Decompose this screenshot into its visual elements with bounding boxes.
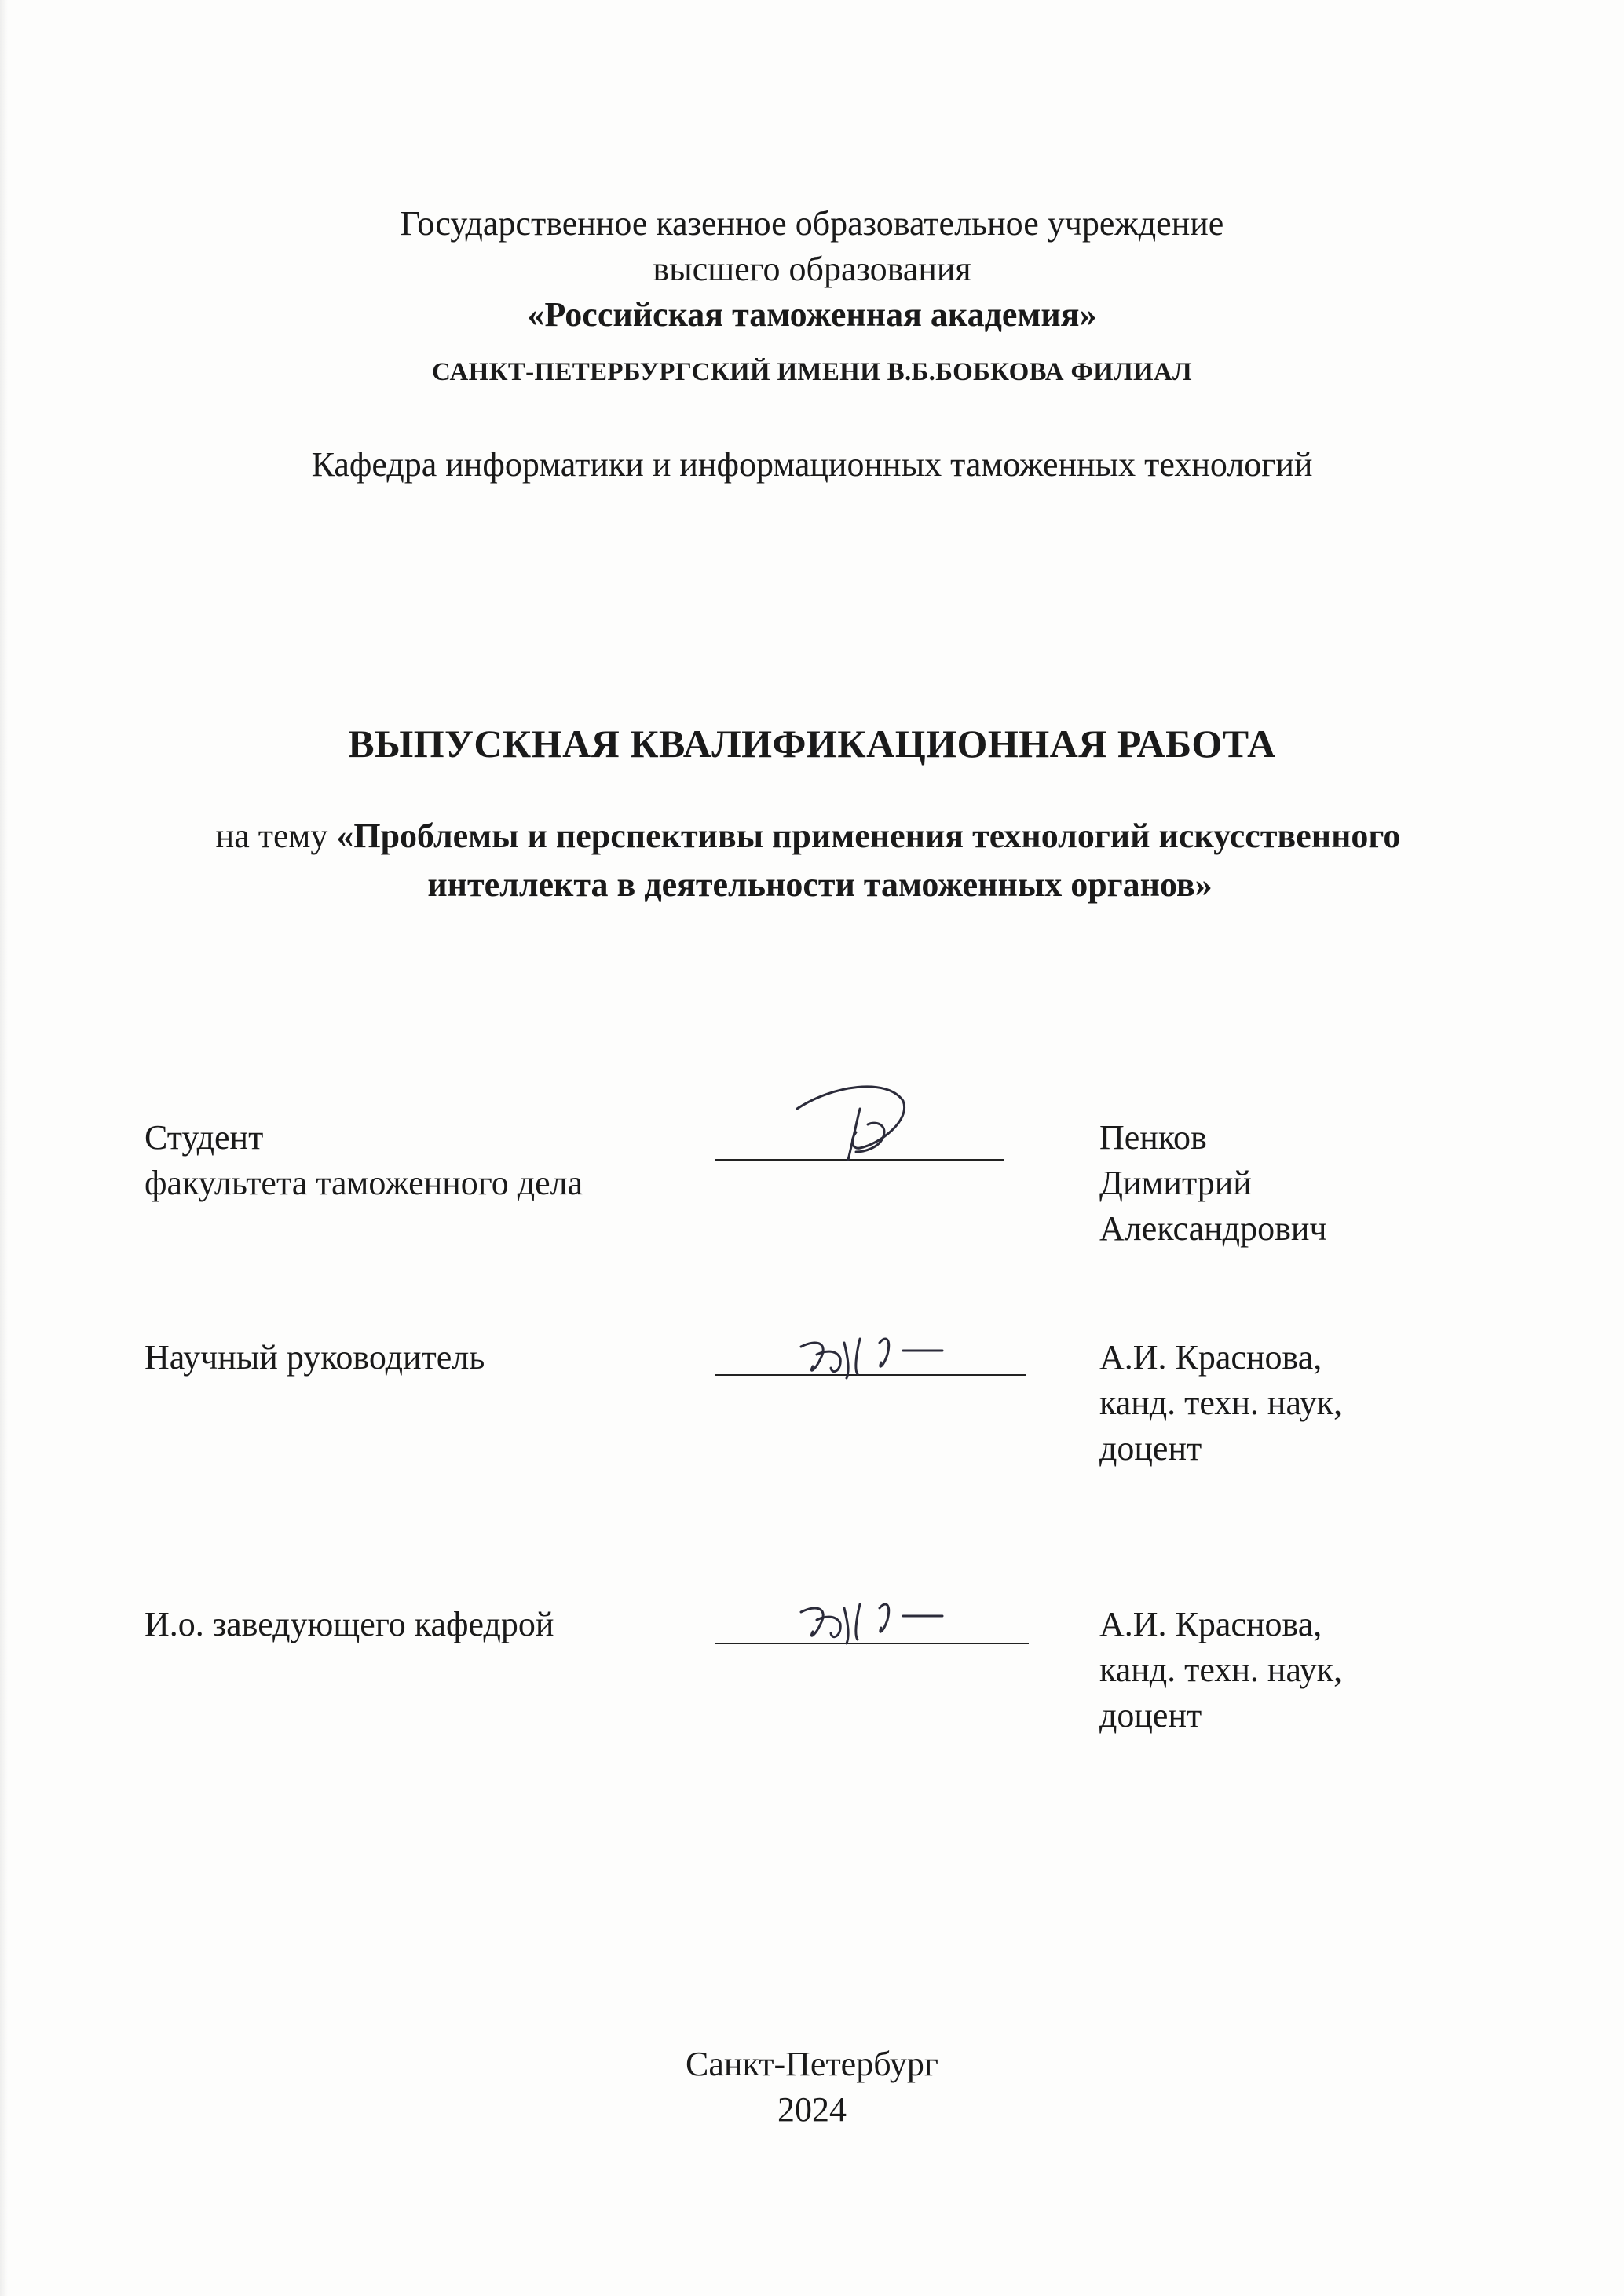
institution-name: «Российская таможенная академия» (527, 295, 1097, 334)
scan-edge-shadow (0, 0, 8, 2296)
thesis-topic (0, 812, 1624, 909)
student-name (1099, 1115, 1327, 1252)
student-signature (785, 1077, 942, 1172)
supervisor-title: доцент (1099, 1429, 1202, 1468)
branch-name: САНКТ-ПЕТЕРБУРГСКИЙ ИМЕНИ В.Б.БОБКОВА ФИЛИАЛ (432, 358, 1192, 386)
student-role-line-1: Студент (144, 1118, 264, 1157)
supervisor-signature (793, 1327, 950, 1390)
student-patronymic: Александрович (1099, 1209, 1327, 1248)
student-first-name: Димитрий (1099, 1164, 1252, 1202)
head-degree: канд. техн. наук, (1099, 1651, 1343, 1689)
student-role (144, 1115, 583, 1206)
work-type-title: ВЫПУСКНАЯ КВАЛИФИКАЦИОННАЯ РАБОТА (348, 722, 1276, 766)
city: Санкт-Петербург (686, 2045, 938, 2083)
head-name (1099, 1602, 1342, 1738)
supervisor-name (1099, 1335, 1342, 1472)
head-role: И.о. заведующего кафедрой (144, 1605, 554, 1643)
institution-level: высшего образования (653, 250, 971, 288)
topic-line-1: «Проблемы и перспективы применения технологий искусственного (336, 817, 1401, 855)
department-name: Кафедра информатики и информационных таможенных технологий (311, 445, 1313, 484)
supervisor-name-line-1: А.И. Краснова, (1099, 1338, 1322, 1377)
footer (0, 2042, 1624, 2133)
head-title: доцент (1099, 1696, 1202, 1735)
institution-header (0, 201, 1624, 338)
head-signature (793, 1592, 950, 1655)
student-role-line-2: факультета таможенного дела (144, 1164, 583, 1202)
topic-prefix: на тему (215, 817, 337, 855)
supervisor-degree: канд. техн. наук, (1099, 1384, 1343, 1422)
year: 2024 (777, 2090, 847, 2129)
topic-line-2: интеллекта в деятельности таможенных органов» (427, 865, 1213, 904)
head-name-line-1: А.И. Краснова, (1099, 1605, 1322, 1643)
supervisor-role: Научный руководитель (144, 1338, 485, 1377)
institution-type: Государственное казенное образовательное учреждение (400, 204, 1224, 243)
student-surname: Пенков (1099, 1118, 1207, 1157)
